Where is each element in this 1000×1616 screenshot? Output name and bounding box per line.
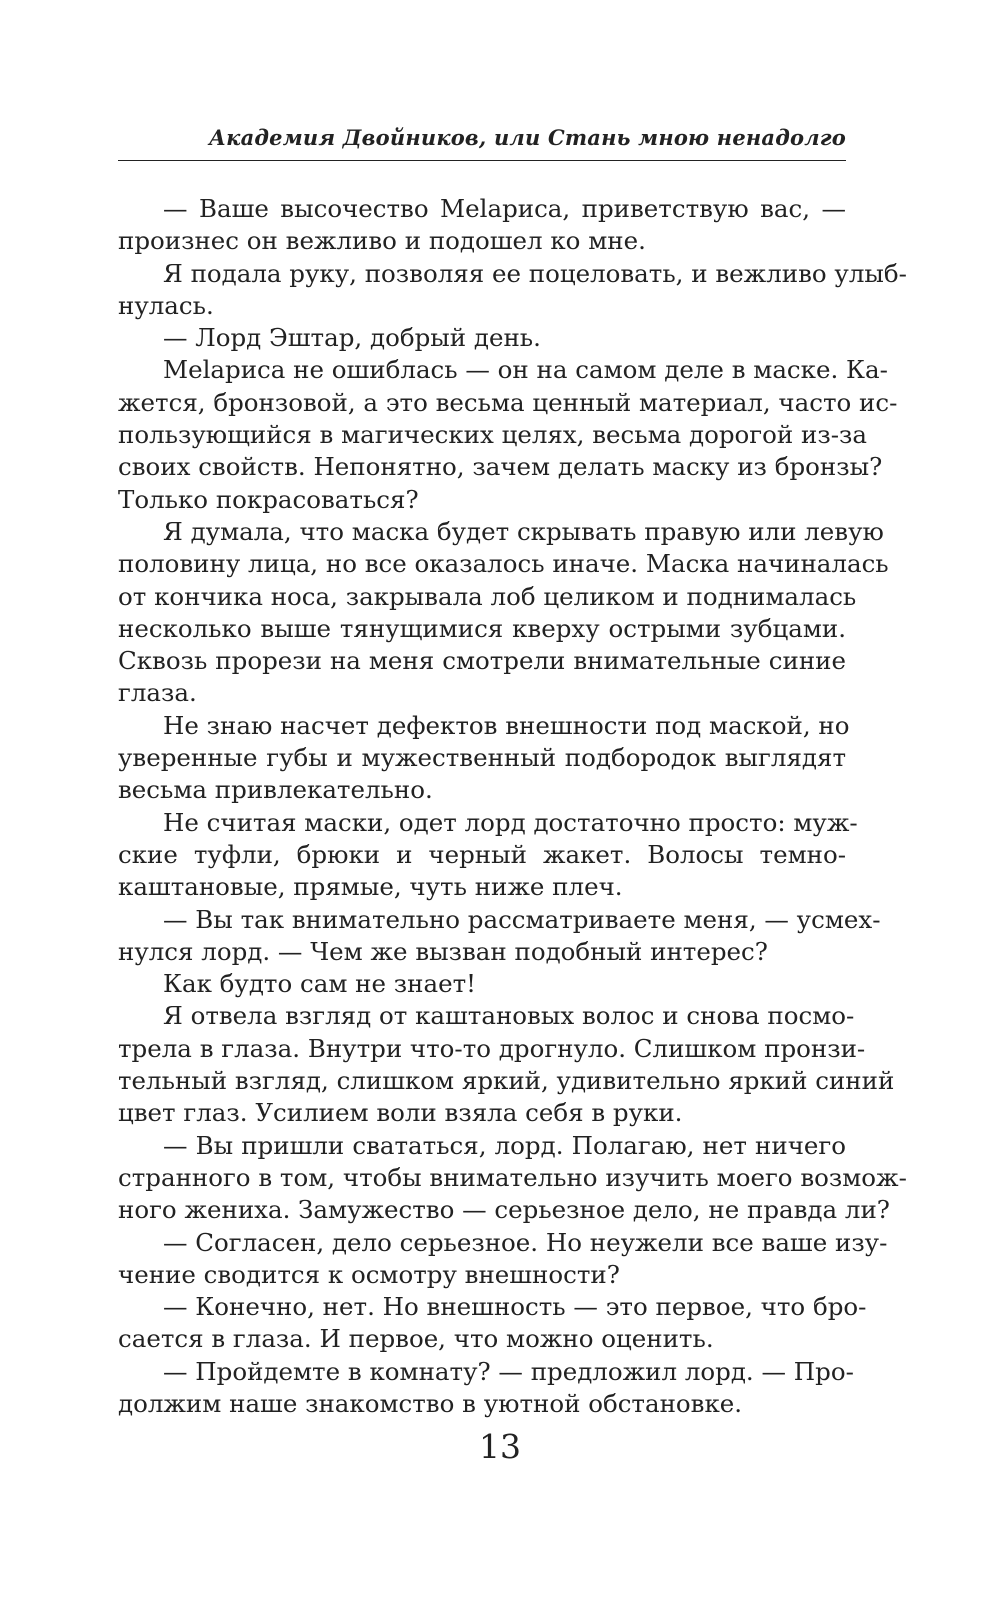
- text-line: — Лорд Эштар, добрый день.: [163, 323, 541, 353]
- text-line: ного жениха. Замужество — серьезное дело, не правда ли?: [118, 1195, 890, 1225]
- text-line: должим наше знакомство в уютной обстановке.: [118, 1388, 743, 1418]
- text-line: Я думала, что маска будет скрывать правую или левую: [163, 516, 884, 546]
- body-text: [118, 193, 907, 1420]
- text-line: сается в глаза. И первое, что можно оценить.: [118, 1324, 714, 1354]
- text-line: от кончика носа, закрывала лоб целиком и поднималась: [118, 581, 857, 611]
- text-line: цвет глаз. Усилием воли взяла себя в руки.: [118, 1098, 683, 1128]
- text-line: несколько выше тянущимися кверху острыми зубцами.: [118, 613, 846, 643]
- text-line: Только покрасоваться?: [118, 484, 419, 514]
- text-line: своих свойств. Непонятно, зачем делать маску из бронзы?: [118, 452, 883, 482]
- text-line: — Пройдемте в комнату? — предложил лорд. — Про-: [163, 1356, 854, 1386]
- text-line: — Вы пришли свататься, лорд. Полагаю, нет ничего: [163, 1130, 846, 1160]
- text-line: весьма привлекательно.: [118, 775, 433, 805]
- text-line: пользующийся в магических целях, весьма дорогой из-за: [118, 420, 867, 450]
- text-line: нулась.: [118, 290, 214, 320]
- text-line: — Ваше высочество Melaриса, приветствую вас, —: [163, 194, 846, 223]
- text-line: Как будто сам не знает!: [163, 969, 476, 999]
- running-header-title: Академия Двойников, или Стань мною ненадолго: [208, 125, 846, 150]
- text-line: — Согласен, дело серьезное. Но неужели все ваше изу-: [163, 1227, 888, 1257]
- text-line: каштановые, прямые, чуть ниже плеч.: [118, 872, 623, 902]
- text-line: Melaриса не ошиблась — он на самом деле в маске. Ка-: [163, 355, 888, 385]
- text-line: тельный взгляд, слишком яркий, удивительно яркий синий: [118, 1066, 895, 1096]
- page-number: 13: [479, 1427, 521, 1466]
- text-line: Я отвела взгляд от каштановых волос и снова посмо-: [163, 1001, 855, 1031]
- text-line: уверенные губы и мужественный подбородок выглядят: [118, 743, 846, 773]
- text-line: странного в том, чтобы внимательно изучить моего возмож-: [118, 1162, 907, 1192]
- text-line: Не знаю насчет дефектов внешности под маской, но: [163, 710, 850, 740]
- text-line: Я подала руку, позволяя ее поцеловать, и вежливо улыб-: [163, 258, 907, 288]
- text-line: чение сводится к осмотру внешности?: [118, 1259, 620, 1289]
- text-line: ские туфли, брюки и черный жакет. Волосы темно-: [118, 839, 846, 869]
- text-line: произнес он вежливо и подошел ко мне.: [118, 226, 646, 256]
- text-line: половину лица, но все оказалось иначе. Маска начиналась: [118, 549, 889, 579]
- text-line: Не считая маски, одет лорд достаточно просто: муж-: [163, 807, 858, 837]
- text-line: Сквозь прорези на меня смотрели внимательные синие: [118, 646, 846, 676]
- text-line: жется, бронзовой, а это весьма ценный материал, часто ис-: [118, 387, 898, 417]
- header-rule: [118, 160, 846, 161]
- text-line: глаза.: [118, 678, 197, 708]
- text-line: нулся лорд. — Чем же вызван подобный интерес?: [118, 936, 768, 966]
- text-line: — Конечно, нет. Но внешность — это первое, что бро-: [163, 1292, 867, 1322]
- text-line: трела в глаза. Внутри что-то дрогнуло. Слишком пронзи-: [118, 1033, 866, 1063]
- text-line: — Вы так внимательно рассматриваете меня, — усмех-: [163, 904, 881, 934]
